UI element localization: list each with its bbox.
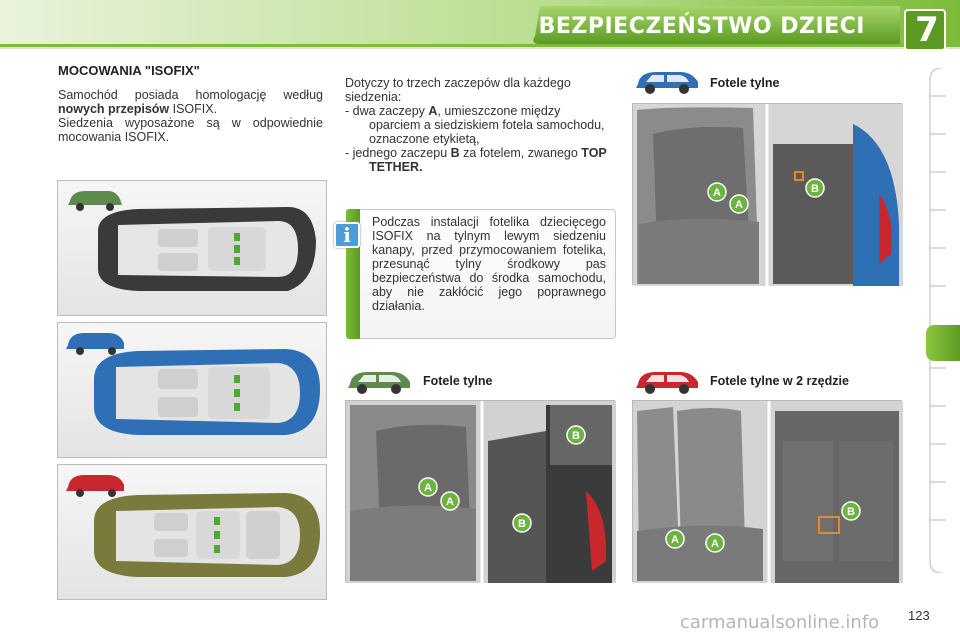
rear-seats-photo-panel-top [632, 103, 902, 285]
rear-seats-illustration-bottom [346, 401, 616, 583]
rear-seats-illustration-top [633, 104, 903, 286]
anchor-marker-b-3 [567, 426, 585, 444]
chapter-tab-strip [928, 68, 948, 573]
intro-text-start: Samochód posiada homologację według [58, 88, 323, 102]
anchor-a-letter: A [428, 104, 438, 118]
anchor-marker-a-label: A [735, 199, 743, 211]
anchor-description [345, 76, 615, 174]
caption-rear-seats-top: Fotele tylne [710, 76, 780, 90]
intro-paragraph-2: Siedzenia wyposażone są w odpowiednie mocowania ISOFIX. [58, 116, 323, 144]
intro-paragraph-1 [58, 88, 323, 116]
rear-seats-photo-panel-bottom [345, 400, 615, 582]
anchor-marker-b-label: B [847, 506, 855, 518]
section-title: MOCOWANIA "ISOFIX" [58, 63, 200, 78]
anchor-marker-b-label: B [572, 430, 580, 442]
anchor-marker-a-1 [708, 183, 726, 201]
anchor-marker-a-5 [666, 530, 684, 548]
anchor-marker-a-label: A [671, 534, 679, 546]
intro-text-bold: nowych przepisów [58, 102, 170, 116]
anchor-marker-a-label: A [713, 187, 721, 199]
anchor-b-middle: za fotelem, zwanego [459, 146, 582, 160]
anchor-b-letter: B [450, 146, 460, 160]
anchor-marker-b-4 [842, 502, 860, 520]
chapter-title: BEZPIECZEŃSTWO DZIECI [538, 14, 865, 39]
anchor-marker-a-4 [441, 492, 459, 510]
anchor-item-b [345, 146, 615, 174]
car-overhead-green-illustration [58, 181, 328, 317]
anchor-a-suffix: , umieszczone między oparciem a siedziskiem fotela samochodu, oznaczone etykietą, [369, 104, 605, 146]
anchor-marker-b-1 [806, 179, 824, 197]
car-overhead-panel-red [57, 464, 327, 600]
anchor-a-prefix: - dwa zaczepy [345, 104, 429, 118]
info-text: Podczas instalacji fotelika dziecięcego ISOFIX na tylnym lewym siedzeniu kanapy, przed przymocowaniem fotelika, przesunąć tylny środkowy pas bezpieczeństwa do środka samochodu, aby nie zakłócić jego poprawnego działania. [372, 215, 606, 313]
caption-rear-seats-bottom: Fotele tylne [423, 374, 493, 388]
anchor-marker-b-2 [513, 514, 531, 532]
anchor-marker-a-label: A [711, 538, 719, 550]
car-overhead-panel-green [57, 180, 327, 316]
second-row-seats-photo-panel [632, 400, 902, 582]
anchor-marker-a-6 [706, 534, 724, 552]
anchor-b-bold: TOP TETHER. [369, 146, 607, 174]
page-number: 123 [908, 608, 930, 623]
car-overhead-red-illustration [58, 465, 328, 601]
anchor-marker-a-label: A [424, 482, 432, 494]
info-icon: i [334, 222, 360, 248]
car-overhead-blue-illustration [58, 323, 328, 459]
anchor-marker-a-label: A [446, 496, 454, 508]
intro-text-end: ISOFIX. [169, 102, 218, 116]
caption-second-row-seats: Fotele tylne w 2 rzędzie [710, 374, 849, 388]
anchor-marker-a-3 [419, 478, 437, 496]
car-icon-blue [634, 66, 704, 96]
anchor-marker-b-label: B [811, 183, 819, 195]
car-icon-green [346, 366, 416, 396]
anchor-b-prefix: - jednego zaczepu [345, 146, 451, 160]
chapter-tab-active[interactable] [926, 325, 960, 361]
second-row-seats-illustration [633, 401, 903, 583]
chapter-number: 7 [915, 10, 939, 50]
watermark: carmanualsonline.info [680, 612, 880, 633]
anchor-marker-a-2 [730, 195, 748, 213]
car-overhead-panel-blue [57, 322, 327, 458]
anchor-marker-b-label: B [518, 518, 526, 530]
anchor-item-a [345, 104, 615, 146]
anchor-lead: Dotyczy to trzech zaczepów dla każdego siedzenia: [345, 76, 571, 104]
car-icon-red [634, 366, 704, 396]
